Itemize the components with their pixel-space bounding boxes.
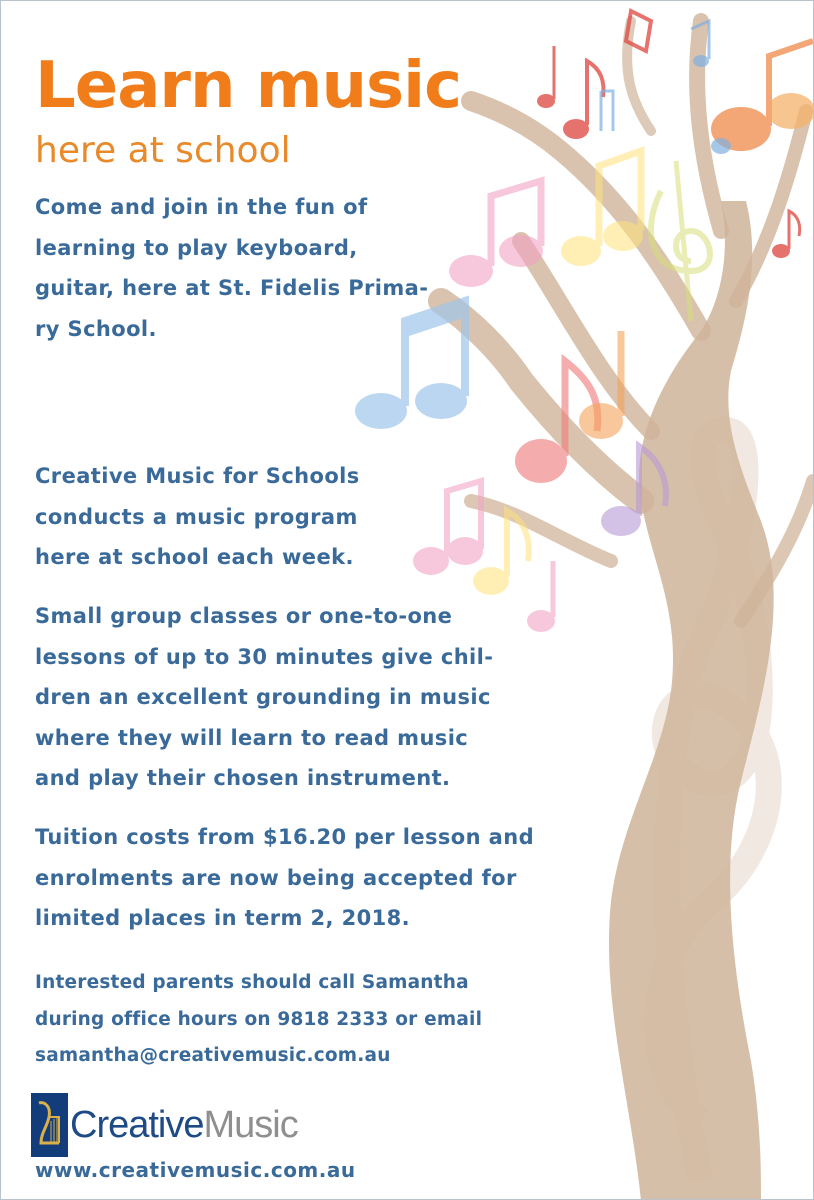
lessons-paragraph — [35, 596, 493, 799]
text-line: where they will learn to read music — [35, 725, 469, 750]
text-line: Creative Music for Schools — [35, 464, 360, 488]
text-line: limited places in term 2, 2018. — [35, 906, 411, 930]
text-line: Come and join in the fun of — [35, 195, 368, 219]
text-line: dren an excellent grounding in music — [35, 685, 491, 709]
harp-logo-icon — [31, 1093, 68, 1157]
page-subtitle: here at school — [35, 130, 291, 171]
text-line: Tuition costs from $16.20 per lesson and — [35, 825, 534, 849]
text-line: and play their chosen instrument. — [35, 766, 451, 790]
website-link[interactable]: www.creativemusic.com.au — [35, 1158, 356, 1182]
text-line: Small group classes or one-to-one — [35, 604, 453, 628]
text-line: conducts a music program — [35, 504, 358, 529]
logo-word-creative: Creative — [70, 1104, 204, 1146]
text-line: learning to play keyboard, — [35, 235, 358, 260]
text-line: enrolments are now being accepted for — [35, 865, 517, 890]
text-line: guitar, here at St. Fidelis Prima- — [35, 276, 429, 300]
text-line: Interested parents should call Samantha — [35, 972, 469, 993]
text-line: ry School. — [35, 316, 157, 341]
logo-word-music: Music — [203, 1104, 298, 1146]
text-line: here at school each week. — [35, 545, 354, 569]
text-line: during office hours on 9818 2333 or email — [35, 1008, 483, 1030]
flyer-content — [35, 1, 813, 1199]
intro-paragraph — [35, 187, 428, 349]
tuition-paragraph — [35, 817, 534, 939]
creative-music-logo — [31, 1093, 298, 1157]
contact-paragraph — [35, 965, 482, 1075]
text-line: lessons of up to 30 minutes give chil- — [35, 644, 494, 669]
page-title: Learn music — [35, 49, 461, 123]
logo-wordmark — [70, 1102, 298, 1148]
contact-email: samantha@creativemusic.com.au — [35, 1045, 391, 1066]
program-paragraph — [35, 456, 360, 578]
